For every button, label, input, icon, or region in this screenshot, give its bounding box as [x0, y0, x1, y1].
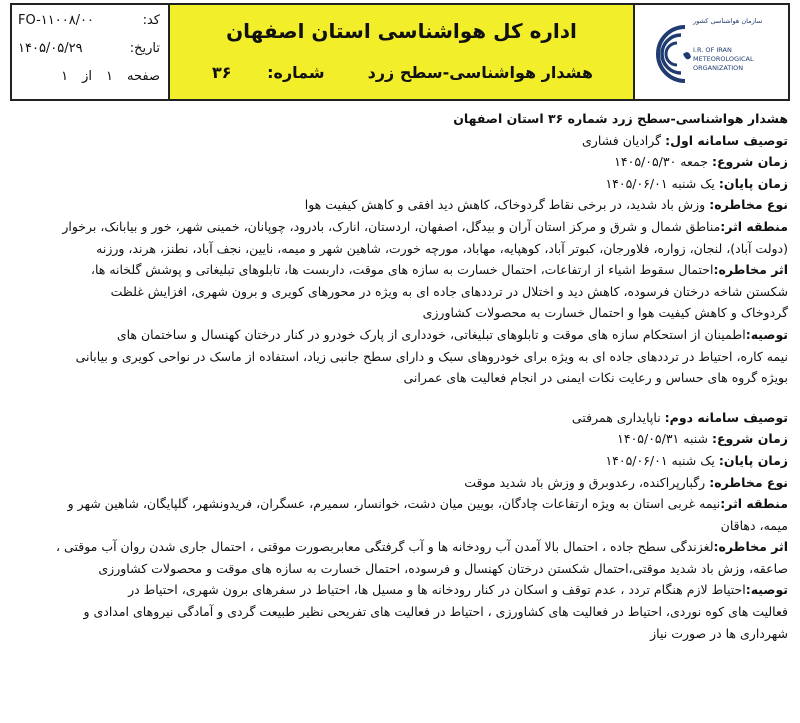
number-label: شماره:	[267, 63, 325, 82]
logo-text-fa: سازمان هواشناسی کشور	[693, 17, 763, 25]
system1-effect-line2: شکستن شاخه درختان فرسوده، کاهش دید و اختلال در ترددهای جاده ای به ویژه در محورهای کویری و برون شهری، افزایش غلظت	[110, 283, 788, 299]
system2-area-line1	[12, 493, 788, 515]
system1-advice-line1	[12, 324, 788, 346]
page-of: از	[82, 69, 93, 84]
system1-end-value: یک شنبه ۱۴۰۵/۰۶/۰۱	[605, 175, 715, 191]
logo-box	[633, 5, 788, 99]
logo-text-en2: METEOROLOGICAL	[693, 55, 754, 63]
system1-start-label: زمان شروع:	[711, 154, 788, 170]
system2-end-value: یک شنبه ۱۴۰۵/۰۶/۰۱	[605, 452, 715, 468]
date-label: تاریخ:	[129, 41, 160, 56]
date-row	[18, 41, 160, 56]
system2-start-label: زمان شروع:	[711, 431, 788, 447]
page-current: ۱	[106, 69, 114, 84]
system2-effect-text1: لغزندگی سطح جاده ، احتمال بالا آمدن آب رودخانه ها و آب گرفتگی معابربصورت موقتی ، احتمال جاری شدن روان آب موقتی ،	[56, 539, 714, 555]
logo-text-en1: I.R. OF IRAN	[693, 46, 732, 54]
system1-advice-label: توصیه:	[745, 326, 788, 342]
document-header	[10, 3, 790, 101]
page-row	[18, 69, 160, 84]
system2-start-value: شنبه ۱۴۰۵/۰۵/۳۱	[617, 431, 708, 447]
system2-hazard-value: رگبارپراکنده، رعدوبرق و وزش باد شدید موقت	[464, 474, 706, 490]
system1-advice-text1: اطمینان از استحکام سازه های موقت و تابلوهای تبلیغاتی، خودداری از پارک خودرو در کنار درختان کهنسال و ساختمان های	[116, 326, 746, 342]
system1-start	[12, 151, 788, 173]
page-label: صفحه	[127, 69, 160, 84]
document-body	[12, 108, 788, 644]
system2-end-label: زمان پایان:	[718, 452, 788, 468]
code-label: کد:	[142, 13, 160, 28]
code-value: FO-۱۱۰۰۸/۰۰	[18, 13, 95, 28]
system2-effect-label: اثر مخاطره:	[713, 539, 788, 555]
system2-advice-text1: احتیاط لازم هنگام تردد ، عدم توقف و اسکان در کنار رودخانه ها و مسیل ها، احتیاط در سفرهای برون شهری، احتیاط در	[128, 582, 746, 598]
system1-area-line1	[12, 216, 788, 238]
system2-advice-line3: شهرداری ها در صورت نیاز	[650, 625, 788, 641]
system1-area-label: منطقه اثر:	[720, 218, 788, 234]
system1-hazard-label: نوع مخاطره:	[709, 197, 788, 213]
system1-end-label: زمان پایان:	[718, 175, 788, 191]
system1-start-value: جمعه ۱۴۰۵/۰۵/۳۰	[614, 154, 708, 170]
system2-advice-label: توصیه:	[745, 582, 788, 598]
system1-title	[12, 130, 788, 152]
system1-effect-label: اثر مخاطره:	[713, 262, 788, 278]
system1-advice-line3: بویژه گروه های حساس و رعایت نکات ایمنی در انجام فعالیت های عمرانی	[403, 370, 788, 386]
system2-advice-line2: فعالیت های کوه نوردی، احتیاط در فعالیت های کشاورزی ، احتیاط در فعالیت های تفریحی نظیر طبیعت گردی و آمادگی نیروهای امدادی و	[83, 604, 788, 620]
system1-title-label: توصیف سامانه اول:	[665, 132, 788, 148]
system2-hazard	[12, 472, 788, 494]
system2-area-label: منطقه اثر:	[720, 496, 788, 512]
system1-advice-line2: نیمه کاره، احتیاط در ترددهای جاده ای به ویژه برای خودروهای سبک و دارای سطح جانبی زیاد، استفاده از ماسک در نواحی کویری و بیابانی	[75, 348, 788, 364]
number-value: ۳۶	[212, 63, 232, 82]
system2-effect-line2: صاعقه، وزش باد شدید موقتی،احتمال شکستن درختان کهنسال و فرسوده، احتمال خسارت به سازه های موقت و محصولات کشاورزی	[98, 560, 788, 576]
logo-text-en3: ORGANIZATION	[693, 64, 744, 72]
system2-effect-line1	[12, 536, 788, 558]
system2-hazard-label: نوع مخاطره:	[709, 474, 788, 490]
date-value: ۱۴۰۵/۰۵/۲۹	[18, 41, 83, 56]
system1-title-value: گرادیان فشاری	[582, 132, 662, 148]
header-meta-box	[12, 5, 170, 99]
system1-end	[12, 173, 788, 195]
header-title-box	[170, 5, 633, 99]
system2-area-line2: میمه، دهاقان	[720, 517, 788, 533]
document-title: هشدار هواشناسی-سطح زرد شماره ۳۶ استان اصفهان	[453, 111, 788, 126]
warning-subtitle: هشدار هواشناسی-سطح زرد	[367, 63, 593, 82]
code-row	[18, 13, 160, 28]
logo-text	[693, 17, 781, 73]
system1-effect-text1: احتمال سقوط اشیاء از ارتفاعات، احتمال خسارت به سازه های موقت، داربست ها، تابلوهای تبلیغاتی و پوشش گلخانه ها،	[90, 262, 714, 278]
system2-title-label: توصیف سامانه دوم:	[664, 409, 788, 425]
system2-end	[12, 450, 788, 472]
system1-area-line2: (دولت آباد)، لنجان، زواره، فلاورجان، کبوتر آباد، کوهپایه، مهاباد، مورچه خورت، شاهین شهر و میمه، نایین، نجف آباد، نطنز، هرند، ورزنه	[96, 240, 788, 256]
page-total: ۱	[61, 69, 69, 84]
system2-title-value: ناپایداری همرفتی	[571, 409, 661, 425]
system2-start	[12, 428, 788, 450]
section-gap	[12, 389, 788, 407]
system1-hazard	[12, 194, 788, 216]
system2-advice-line1	[12, 579, 788, 601]
system1-area-text1: مناطق شمال و شرق و مرکز استان آران و بیدگل، اصفهان، اردستان، انارک، بادرود، چوپانان، خمینی شهر، خور و بیابانک، برخوار	[62, 218, 721, 234]
system1-hazard-value: وزش باد شدید، در برخی نقاط گردوخاک، کاهش دید افقی و کاهش کیفیت هوا	[304, 197, 706, 213]
warning-number	[212, 63, 325, 82]
system2-title	[12, 407, 788, 429]
org-title: اداره کل هواشناسی استان اصفهان	[226, 19, 577, 43]
system1-effect-line3: گردوخاک و کاهش کیفیت هوا و احتمال خسارت به محصولات کشاورزی	[422, 305, 788, 321]
system1-effect-line1	[12, 259, 788, 281]
system2-area-text1: نیمه غربی استان به ویژه ارتفاعات چادگان، بویین میان دشت، خوانسار، سمیرم، عسگران، فریدونشهر، گلپایگان، شاهین شهر و	[67, 496, 721, 512]
meteorological-organization-logo	[653, 19, 693, 89]
